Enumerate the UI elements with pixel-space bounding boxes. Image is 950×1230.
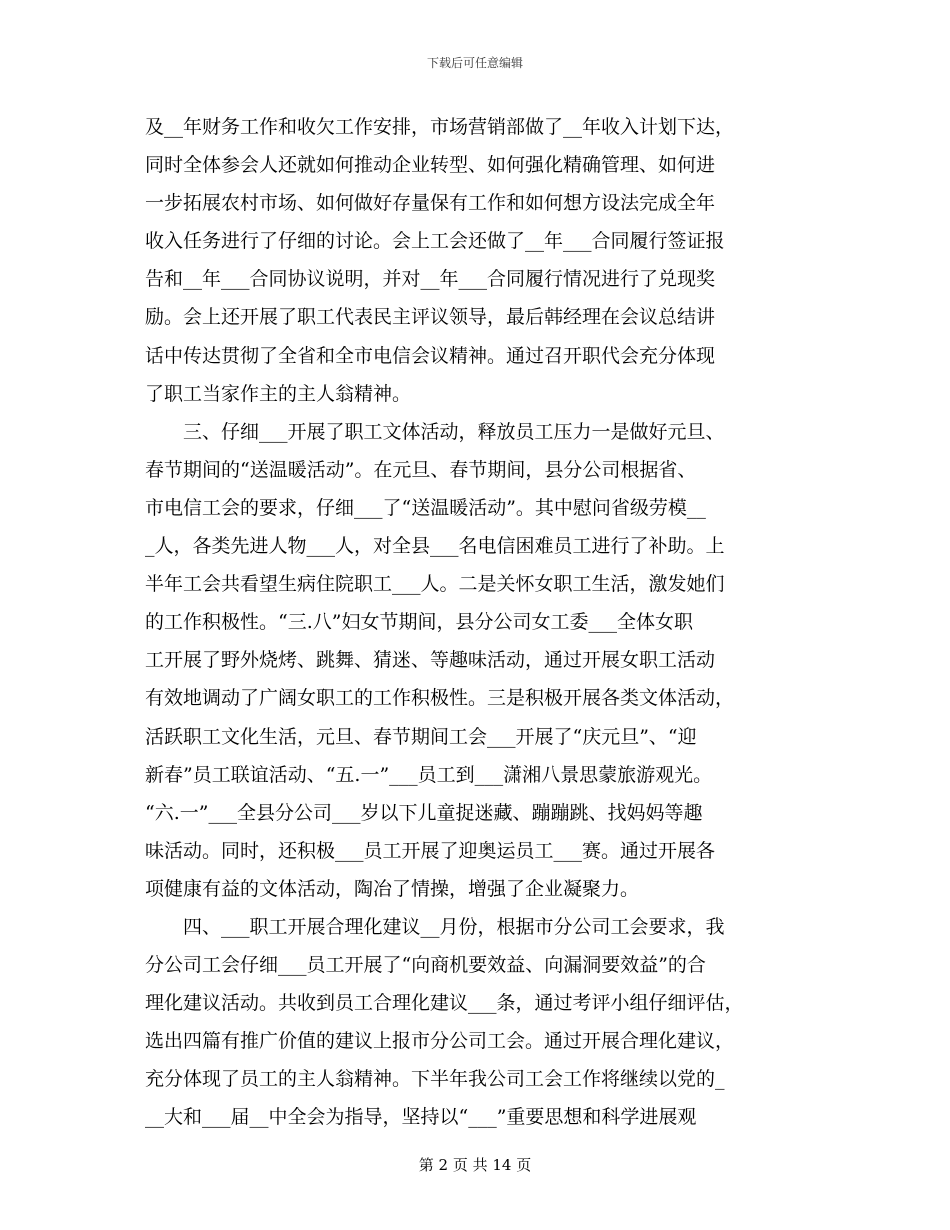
text-line: 了职工当家作主的主人翁精神。 bbox=[145, 382, 412, 405]
text-line: 新春”员工联谊活动、“五.一”___员工到___潇湘八景思蒙旅游观光。 bbox=[145, 763, 713, 786]
text-line: __大和___届__中全会为指导，坚持以“___”重要思想和科学进展观 bbox=[145, 1106, 697, 1129]
text-line: 的工作积极性。“三.八”妇女节期间，县分公司女工委___全体女职 bbox=[145, 611, 693, 634]
text-line: 活跃职工文化生活，元旦、春节期间工会___开展了“庆元旦”、“迎 bbox=[145, 725, 697, 748]
text-line: 告和__年___合同协议说明，并对__年___合同履行情况进行了兑现奖 bbox=[145, 268, 716, 291]
document-body bbox=[145, 108, 810, 1137]
text-line: 收入任务进行了仔细的讨论。会上工会还做了__年___合同履行签证报 bbox=[145, 230, 725, 253]
text-line: 选出四篇有推广价值的建议上报市分公司工会。通过开展合理化建议， bbox=[145, 1030, 735, 1053]
text-line: 四、___职工开展合理化建议__月份，根据市分公司工会要求，我 bbox=[145, 915, 725, 938]
text-line: 春节期间的“送温暖活动”。在元旦、春节期间，县分公司根据省、 bbox=[145, 458, 697, 481]
text-line: 有效地调动了广阔女职工的工作积极性。三是积极开展各类文体活动， bbox=[145, 687, 735, 710]
header-note: 下载后可任意编辑 bbox=[426, 56, 523, 70]
text-line: “六.一”___全县分公司___岁以下儿童捉迷藏、蹦蹦跳、找妈妈等趣 bbox=[145, 801, 703, 824]
text-line: 一步拓展农村市场、如何做好存量保有工作和如何想方设法完成全年 bbox=[145, 192, 716, 215]
text-line: 充分体现了员工的主人翁精神。下半年我公司工会工作将继续以党的_ bbox=[145, 1068, 725, 1091]
text-line: 三、仔细___开展了职工文体活动，释放员工压力一是做好元旦、 bbox=[145, 420, 725, 443]
text-line: 半年工会共看望生病住院职工___人。二是关怀女职工生活，激发她们 bbox=[145, 573, 725, 596]
text-line: 市电信工会的要求，仔细___了“送温暖活动”。其中慰问省级劳模__ bbox=[145, 496, 706, 519]
text-line: 项健康有益的文体活动，陶冶了情操，增强了企业凝聚力。 bbox=[145, 877, 640, 900]
text-line: 及__年财务工作和收欠工作安排，市场营销部做了__年收入计划下达， bbox=[145, 116, 735, 138]
text-line: 味活动。同时，还积极___员工开展了迎奥运员工___赛。通过开展各 bbox=[145, 839, 716, 862]
page-number: 第 2 页 共 14 页 bbox=[418, 1156, 532, 1174]
text-line: 同时全体参会人还就如何推动企业转型、如何强化精确管理、如何进 bbox=[145, 154, 716, 177]
text-line: 分公司工会仔细___员工开展了“向商机要效益、向漏洞要效益”的合 bbox=[145, 954, 706, 977]
text-line: 理化建议活动。共收到员工合理化建议___条，通过考评小组仔细评估， bbox=[145, 992, 744, 1015]
text-line: 励。会上还开展了职工代表民主评议领导，最后韩经理在会议总结讲 bbox=[145, 306, 716, 329]
text-line: _人，各类先进人物___人，对全县___名电信困难员工进行了补助。上 bbox=[145, 535, 725, 558]
text-line: 话中传达贯彻了全省和全市电信会议精神。通过召开职代会充分体现 bbox=[145, 344, 716, 367]
text-line: 工开展了野外烧烤、跳舞、猜迷、等趣味活动，通过开展女职工活动 bbox=[145, 649, 716, 672]
